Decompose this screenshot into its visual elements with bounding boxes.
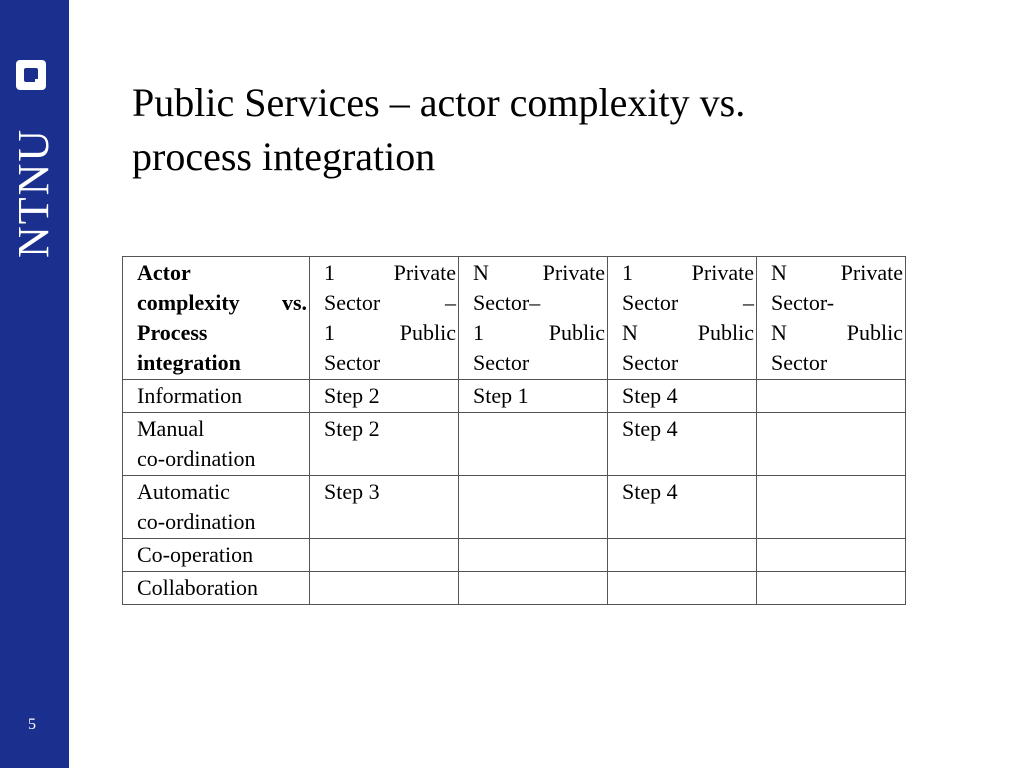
header-line: Sector- bbox=[771, 290, 835, 315]
header-line: Sector – bbox=[324, 290, 456, 315]
table-cell: Step 4 bbox=[608, 476, 757, 539]
header-line: Sector bbox=[473, 350, 530, 375]
row-label-line: Co-operation bbox=[137, 542, 254, 567]
title-line-2: process integration bbox=[132, 134, 436, 179]
row-label-cell bbox=[123, 476, 310, 539]
title-line-1: Public Services – actor complexity vs. bbox=[132, 80, 746, 125]
header-cell-np-1p bbox=[459, 257, 608, 380]
table-cell bbox=[459, 476, 608, 539]
table-row bbox=[123, 476, 906, 539]
table-cell bbox=[459, 572, 608, 605]
table-cell: Step 1 bbox=[459, 380, 608, 413]
table-row bbox=[123, 380, 906, 413]
ntnu-wordmark bbox=[9, 96, 58, 266]
header-cell-1p-1p bbox=[310, 257, 459, 380]
table-cell bbox=[757, 539, 906, 572]
row-label-line: Collaboration bbox=[137, 575, 258, 600]
header-line: Sector bbox=[771, 350, 828, 375]
table-cell bbox=[459, 539, 608, 572]
slide-number: 5 bbox=[28, 716, 36, 733]
header-line: Sector bbox=[324, 350, 381, 375]
slide-title bbox=[132, 76, 952, 184]
integration-matrix-table bbox=[122, 256, 906, 605]
row-label-cell bbox=[123, 380, 310, 413]
header-line: Sector bbox=[622, 350, 679, 375]
header-cell-1p-np bbox=[608, 257, 757, 380]
header-line: N Private bbox=[771, 260, 903, 285]
ntnu-wordmark-text: NTNU bbox=[9, 127, 58, 258]
table-header-row bbox=[123, 257, 906, 380]
row-label-line: Information bbox=[137, 383, 243, 408]
table-cell bbox=[757, 413, 906, 476]
row-label-line: co-ordination bbox=[137, 509, 256, 534]
table-cell: Step 4 bbox=[608, 380, 757, 413]
header-line: N Private bbox=[473, 260, 605, 285]
header-cell-np-np bbox=[757, 257, 906, 380]
header-line: 1 Public bbox=[473, 320, 605, 345]
table-cell: Step 2 bbox=[310, 413, 459, 476]
row-label-line: co-ordination bbox=[137, 446, 256, 471]
row-label-cell bbox=[123, 539, 310, 572]
header-line: Actor bbox=[137, 260, 191, 285]
header-line: 1 Public bbox=[324, 320, 456, 345]
header-line: Sector – bbox=[622, 290, 754, 315]
header-line: Sector– bbox=[473, 290, 541, 315]
row-label-cell bbox=[123, 572, 310, 605]
table-row bbox=[123, 572, 906, 605]
header-line: complexity vs. bbox=[137, 290, 307, 315]
table-cell bbox=[608, 572, 757, 605]
table-cell bbox=[757, 380, 906, 413]
table-cell bbox=[757, 476, 906, 539]
header-line: 1 Private bbox=[324, 260, 456, 285]
header-line: N Public bbox=[622, 320, 754, 345]
header-line: Process bbox=[137, 320, 208, 345]
sidebar bbox=[0, 0, 69, 768]
ntnu-logo-icon bbox=[16, 60, 46, 90]
row-label-line: Manual bbox=[137, 416, 205, 441]
table-cell bbox=[757, 572, 906, 605]
table-cell bbox=[608, 539, 757, 572]
header-line: 1 Private bbox=[622, 260, 754, 285]
table-cell: Step 4 bbox=[608, 413, 757, 476]
table-cell: Step 3 bbox=[310, 476, 459, 539]
table-row bbox=[123, 539, 906, 572]
header-line: N Public bbox=[771, 320, 903, 345]
row-label-cell bbox=[123, 413, 310, 476]
table-cell: Step 2 bbox=[310, 380, 459, 413]
row-label-line: Automatic bbox=[137, 479, 230, 504]
table-cell bbox=[310, 539, 459, 572]
table-cell bbox=[459, 413, 608, 476]
header-cell-actor-complexity bbox=[123, 257, 310, 380]
table-cell bbox=[310, 572, 459, 605]
table-row bbox=[123, 413, 906, 476]
header-line: integration bbox=[137, 350, 241, 375]
